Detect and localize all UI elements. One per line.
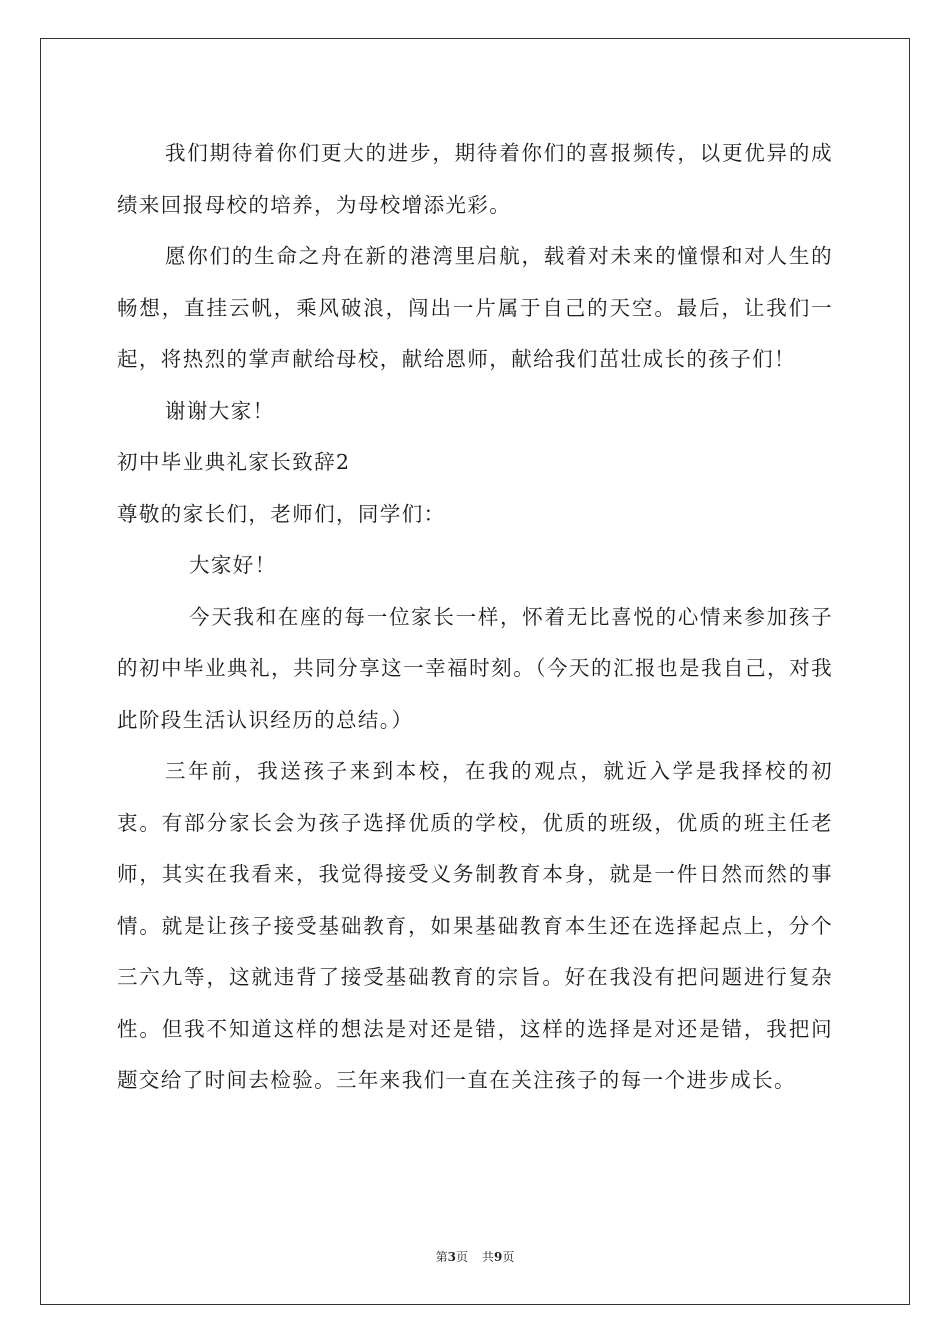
paragraph-wishes: 愿你们的生命之舟在新的港湾里启航，载着对未来的憧憬和对人生的畅想，直挂云帆，乘风破浪，闯出一片属于自己的天空。最后，让我们一起，将热烈的掌声献给母校，献给恩师，献给我们茁壮成长的孩子们！ xyxy=(117,244,833,371)
footer-page-suffix: 页 xyxy=(455,1250,468,1264)
footer-page-number: 3 xyxy=(447,1250,456,1264)
section-title: 初中毕业典礼家长致辞2 xyxy=(117,450,351,474)
paragraph-expectation: 我们期待着你们更大的进步，期待着你们的喜报频传，以更优异的成绩来回报母校的培养，为母校增添光彩。 xyxy=(117,141,833,217)
page-footer xyxy=(0,1248,950,1265)
footer-total-prefix: 共 xyxy=(482,1250,495,1264)
paragraph-thanks: 谢谢大家！ xyxy=(165,398,275,423)
greeting: 大家好！ xyxy=(189,553,277,577)
paragraph-today: 今天我和在座的每一位家长一样，怀着无比喜悦的心情来参加孩子的初中毕业典礼，共同分享这一幸福时刻。（今天的汇报也是我自己，对我此阶段生活认识经历的总结。） xyxy=(117,604,833,732)
footer-total-pages: 9 xyxy=(494,1250,503,1264)
document-body xyxy=(117,128,833,1107)
paragraph-three-years: 三年前，我送孩子来到本校，在我的观点，就近入学是我择校的初衷。有部分家长会为孩子选择优质的学校，优质的班级，优质的班主任老师，其实在我看来，我觉得接受义务制教育本身，就是一件日然而然的事情。就是让孩子接受基础教育，如果基础教育本生还在选择起点上，分个三六九等，这就违背了接受基础教育的宗旨。好在我没有把问题进行复杂性。但我不知道这样的想法是对还是错，这样的选择是对还是错，我把问题交给了时间去检验。三年来我们一直在关注孩子的每一个进步成长。 xyxy=(117,759,833,1092)
footer-page-prefix: 第 xyxy=(435,1250,448,1264)
salutation: 尊敬的家长们，老师们，同学们： xyxy=(117,501,446,526)
footer-total-suffix: 页 xyxy=(502,1250,515,1264)
